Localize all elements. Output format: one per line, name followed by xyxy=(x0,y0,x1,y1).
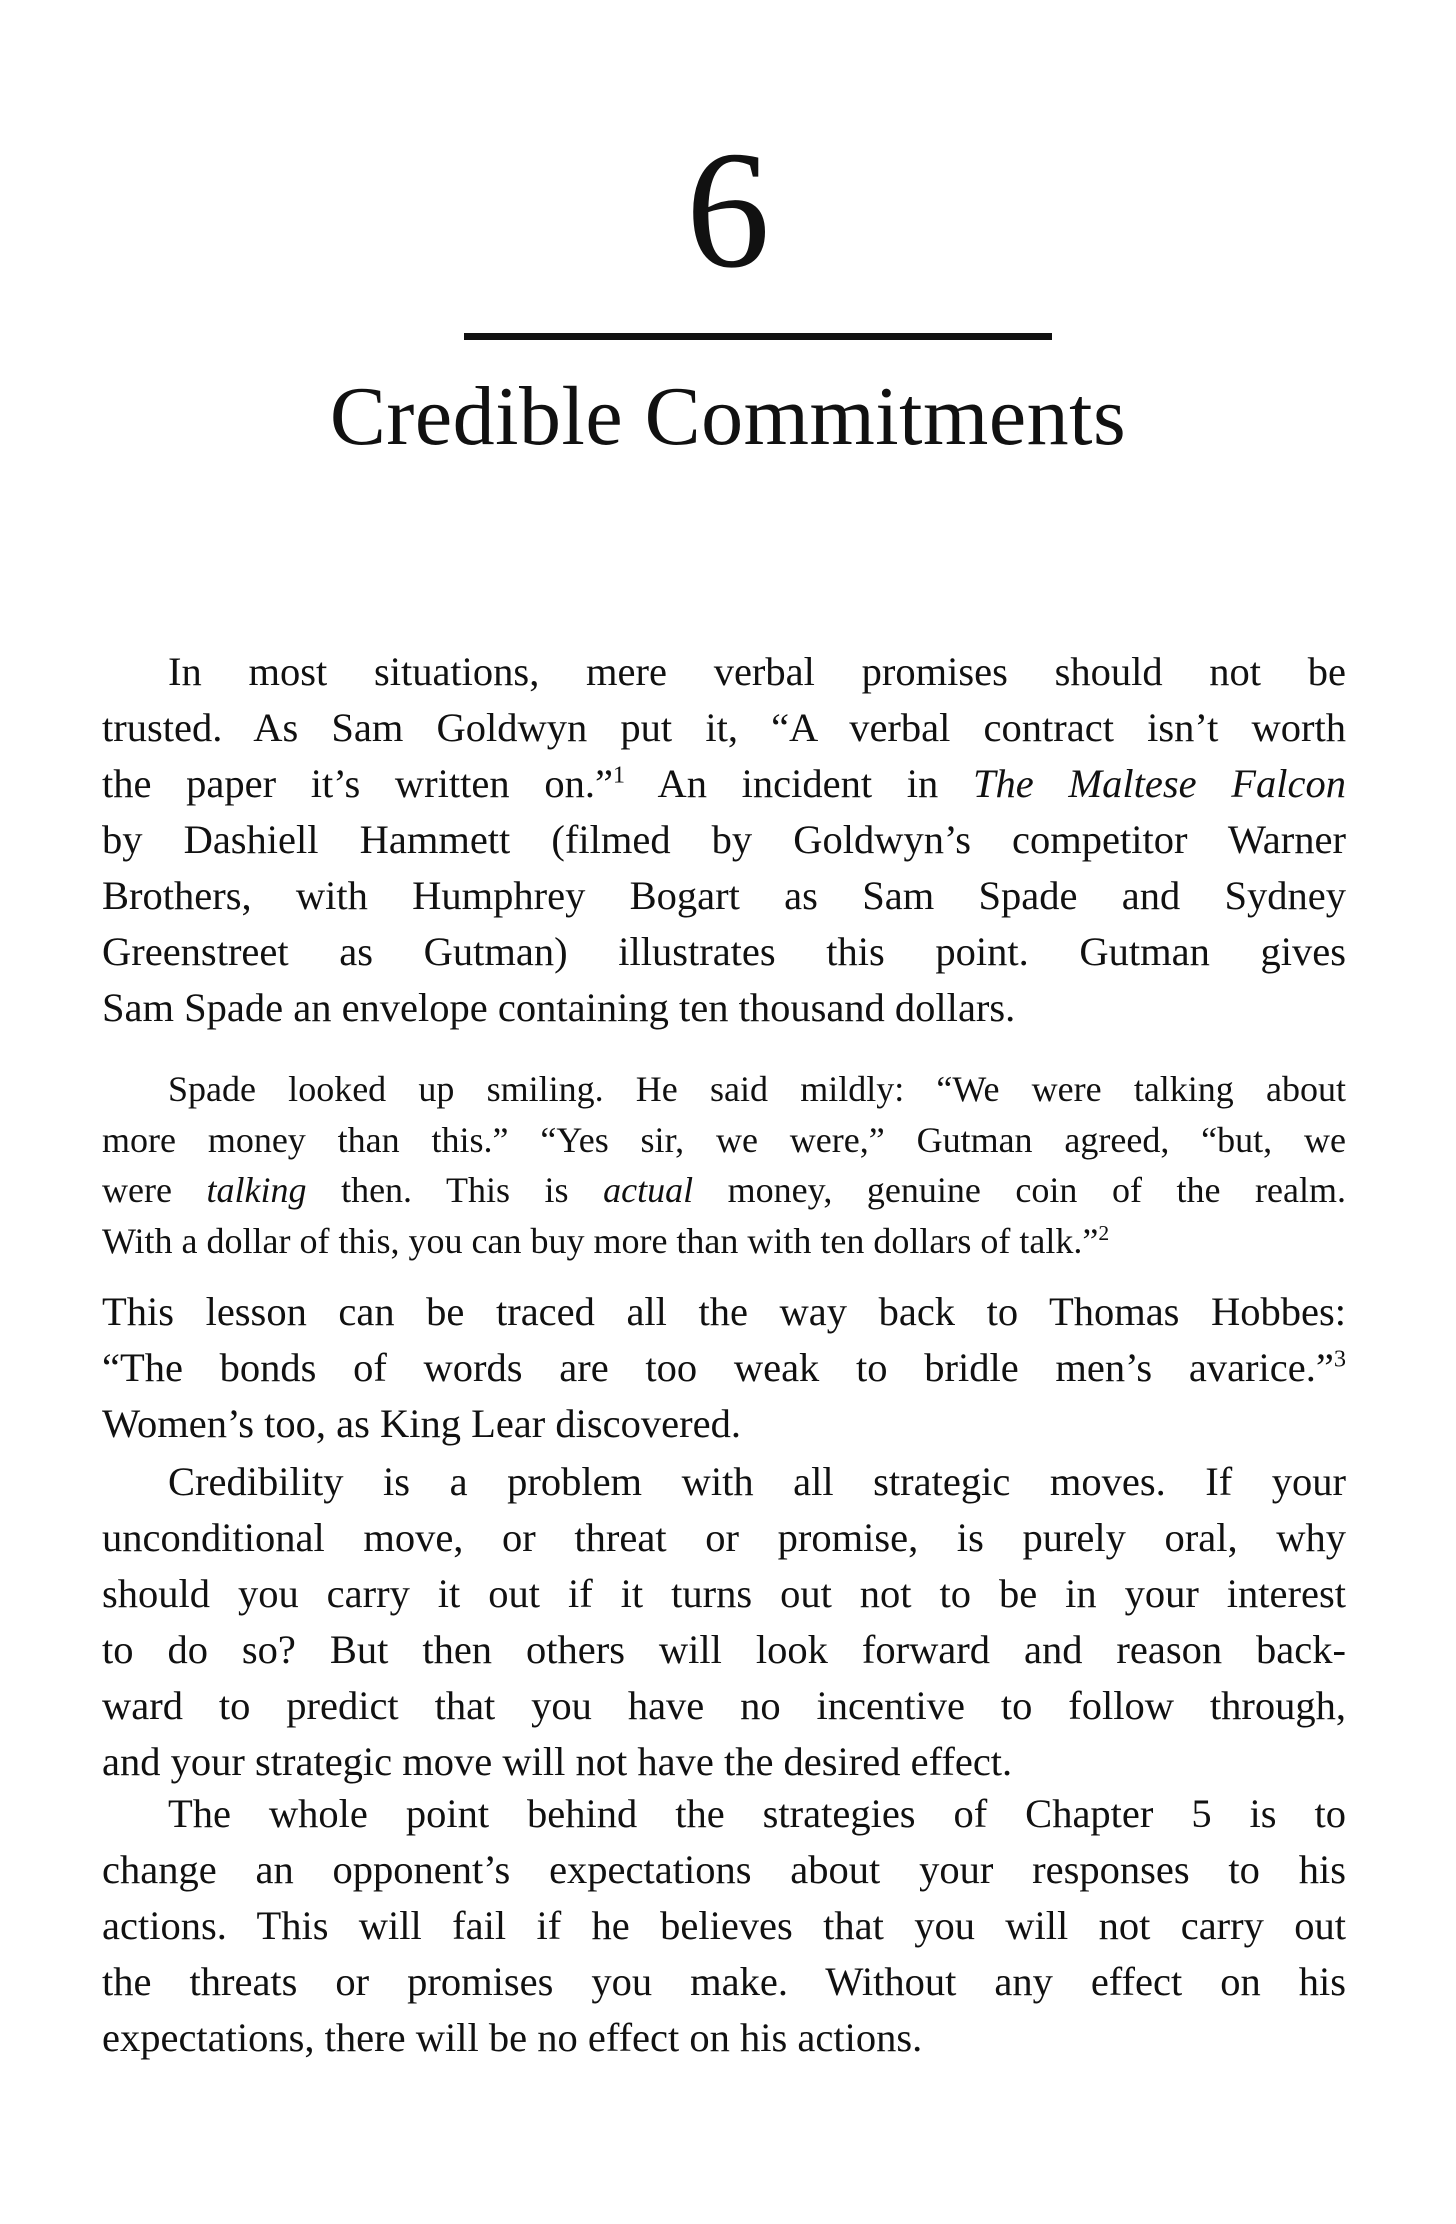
text-span: then. This is xyxy=(306,1170,604,1210)
quote-line xyxy=(102,1165,1346,1216)
footnote-marker: 3 xyxy=(1333,1345,1346,1373)
block-quote xyxy=(102,1064,1346,1266)
text-line: by Dashiell Hammett (filmed by Goldwyn’s competitor Warner xyxy=(102,817,1346,862)
text-span: “The bonds of words are too weak to bridle men’s avarice.” xyxy=(102,1345,1334,1390)
paragraph-3 xyxy=(102,1454,1346,1790)
chapter-number: 6 xyxy=(686,117,770,303)
text-line: the threats or promises you make. Without any effect on his xyxy=(102,1959,1346,2004)
book-title-italic: The Maltese Falcon xyxy=(972,761,1346,806)
text-line: actions. This will fail if he believes that you will not carry out xyxy=(102,1903,1346,1948)
text-line xyxy=(102,1340,1346,1396)
quote-line xyxy=(102,1216,1346,1267)
text-line: Women’s too, as King Lear discovered. xyxy=(102,1401,741,1446)
quote-line: more money than this.” “Yes sir, we were,” Gutman agreed, “but, we xyxy=(102,1119,1346,1160)
text-line xyxy=(102,756,1346,812)
text-span: were xyxy=(102,1170,207,1210)
text-line: Sam Spade an envelope containing ten thousand dollars. xyxy=(102,985,1016,1030)
text-line: This lesson can be traced all the way back to Thomas Hobbes: xyxy=(102,1289,1346,1334)
text-line: to do so? But then others will look forward and reason back- xyxy=(102,1627,1346,1672)
emphasis-italic: talking xyxy=(206,1170,307,1210)
text-line: trusted. As Sam Goldwyn put it, “A verbal contract isn’t worth xyxy=(102,705,1346,750)
paragraph-1 xyxy=(102,644,1346,1036)
text-line: In most situations, mere verbal promises should not be xyxy=(168,649,1346,694)
text-line: and your strategic move will not have the desired effect. xyxy=(102,1739,1013,1784)
text-span: money, genuine coin of the realm. xyxy=(693,1170,1347,1210)
text-line: Credibility is a problem with all strategic moves. If your xyxy=(168,1459,1346,1504)
text-line: should you carry it out if it turns out not to be in your interest xyxy=(102,1571,1346,1616)
text-line: ward to predict that you have no incentive to follow through, xyxy=(102,1683,1346,1728)
text-line: Brothers, with Humphrey Bogart as Sam Spade and Sydney xyxy=(102,873,1346,918)
paragraph-2 xyxy=(102,1284,1346,1452)
text-line: The whole point behind the strategies of Chapter 5 is to xyxy=(168,1791,1346,1836)
emphasis-italic: actual xyxy=(603,1170,694,1210)
text-span: With a dollar of this, you can buy more than with ten dollars of talk.” xyxy=(102,1220,1099,1261)
chapter-title: Credible Commitments xyxy=(329,370,1127,463)
chapter-divider-rule xyxy=(464,333,1052,340)
text-span: An incident in xyxy=(625,761,973,806)
paragraph-4 xyxy=(102,1786,1346,2066)
footnote-marker: 1 xyxy=(612,761,626,789)
text-line: Greenstreet as Gutman) illustrates this point. Gutman gives xyxy=(102,929,1346,974)
text-line: change an opponent’s expectations about your responses to his xyxy=(102,1847,1346,1892)
text-span: the paper it’s written on.” xyxy=(102,761,613,806)
text-line: unconditional move, or threat or promise, is purely oral, why xyxy=(102,1515,1346,1560)
quote-line: Spade looked up smiling. He said mildly: “We were talking about xyxy=(168,1069,1346,1109)
footnote-marker: 2 xyxy=(1098,1220,1110,1245)
text-line: expectations, there will be no effect on his actions. xyxy=(102,2015,923,2060)
